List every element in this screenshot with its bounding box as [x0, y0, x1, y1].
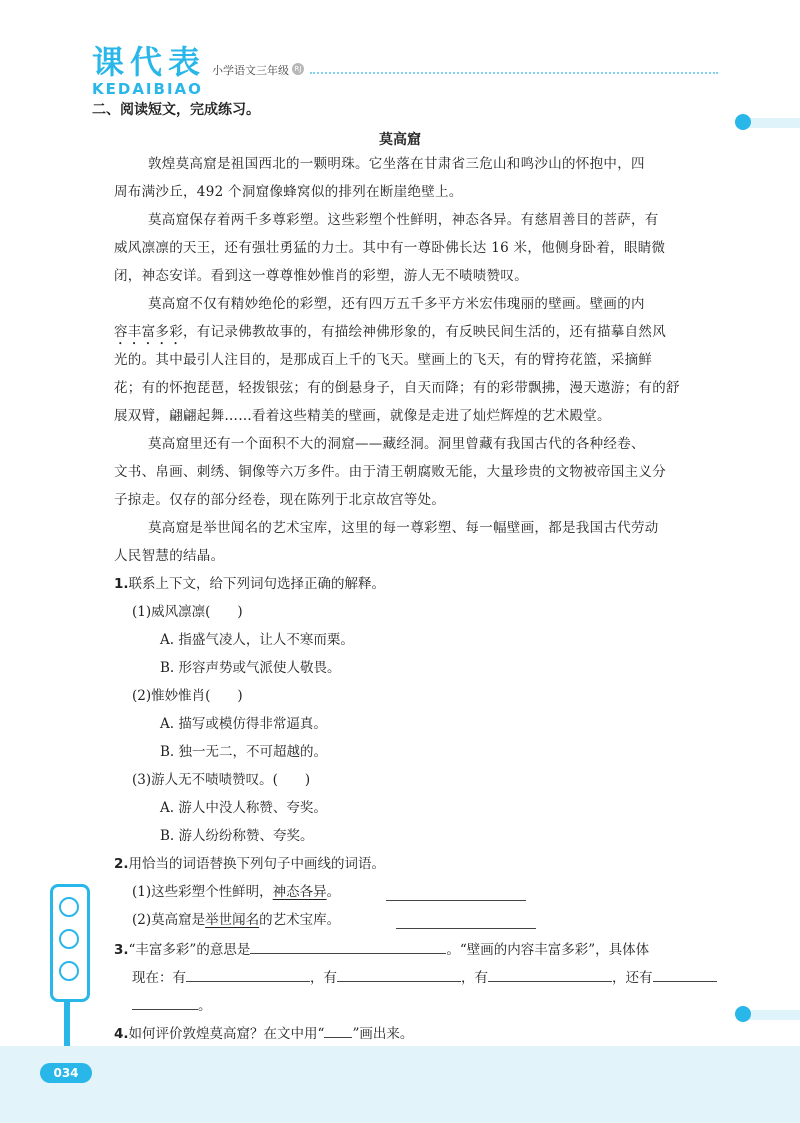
subject-label: 小学语文三年级	[212, 64, 289, 77]
emphasized-phrase: 容丰富多彩	[114, 324, 183, 340]
article-line-rest: ，有记录佛教故事的，有描绘神佛形象的，有反映民间生活的，还有描摹自然风	[183, 324, 666, 340]
question-text: ，有	[310, 970, 337, 986]
q1-item-label: (1)威风凛凛( )	[132, 604, 243, 620]
article-line: 莫高窟里还有一个面积不大的洞窟——藏经洞。洞里曾藏有我国古代的各种经卷、	[148, 436, 645, 452]
sentence-text: (1)这些彩塑个性鲜明，	[132, 884, 273, 900]
light-circle-icon	[59, 929, 79, 949]
answer-blank[interactable]	[488, 967, 612, 982]
question-text: 用恰当的词语替换下列句子中画线的词语。	[128, 856, 386, 872]
side-dot-decoration	[735, 1006, 751, 1022]
q1-item-label: (3)游人无不啧啧赞叹。( )	[132, 772, 311, 788]
question-text: 。	[198, 998, 212, 1014]
question-2	[114, 855, 385, 873]
q1-option-a[interactable]: A. 描写或模仿得非常逼真。	[160, 716, 327, 732]
question-text: ”画出来。	[352, 1026, 414, 1042]
answer-blank[interactable]	[386, 886, 526, 901]
question-3-line-3	[132, 995, 212, 1015]
brand-title: 课代表	[92, 43, 207, 81]
answer-blank[interactable]	[337, 967, 461, 982]
answer-blank[interactable]	[132, 995, 198, 1010]
question-number: 3.	[114, 942, 129, 958]
traffic-light-pole	[64, 1000, 70, 1048]
q1-option-a[interactable]: A. 游人中没人称赞、夸奖。	[160, 800, 327, 816]
q2-sentence-1	[132, 883, 340, 901]
article-line: 敦煌莫高窟是祖国西北的一颗明珠。它坐落在甘肃省三危山和鸣沙山的怀抱中，四	[148, 156, 645, 172]
header-dotted-divider	[310, 72, 718, 74]
footer-band	[0, 1046, 800, 1123]
brand-latin: KEDAIBIAO	[92, 80, 203, 98]
article-line: 人民智慧的结晶。	[114, 548, 225, 564]
page-number: 034	[53, 1066, 79, 1080]
edition-badge: RJ	[292, 63, 304, 75]
answer-blank[interactable]	[250, 939, 446, 954]
underlined-phrase: 举世闻名	[205, 912, 260, 928]
article-line: 光的。其中最引人注目的，是那成百上千的飞天。壁画上的飞天，有的臂挎花篮，采摘鲜	[114, 352, 653, 368]
underlined-phrase: 神态各异	[272, 884, 327, 900]
article-line: 花；有的怀抱琵琶，轻拨银弦；有的倒悬身子，自天而降；有的彩带飘拂，漫天遨游；有的舒	[114, 380, 680, 396]
article-line: 威风凛凛的天王，还有强壮勇猛的力士。其中有一尊卧佛长达 16 米，他侧身卧着，眼睛微	[114, 240, 666, 256]
question-3	[114, 939, 649, 959]
answer-blank[interactable]	[186, 967, 310, 982]
q1-option-b[interactable]: B. 游人纷纷称赞、夸奖。	[160, 828, 314, 844]
article-line-with-emphasis	[114, 323, 724, 348]
question-4	[114, 1023, 413, 1043]
question-text: 。“壁画的内容丰富多彩”，具体体	[446, 942, 650, 958]
question-number: 4.	[114, 1026, 129, 1042]
sentence-text: 的艺术宝库。	[259, 912, 341, 928]
article-line: 闭，神态安详。看到这一尊尊惟妙惟肖的彩塑，游人无不啧啧赞叹。	[114, 268, 528, 284]
answer-blank[interactable]	[653, 967, 717, 982]
question-text: ，还有	[612, 970, 653, 986]
traffic-light-icon	[50, 884, 90, 1002]
q1-option-a[interactable]: A. 指盛气凌人，让人不寒而栗。	[160, 632, 354, 648]
question-3-line-2	[132, 967, 717, 987]
question-text: 现在：有	[132, 970, 186, 986]
question-1	[114, 575, 385, 593]
sentence-text: (2)莫高窟是	[132, 912, 206, 928]
question-text: ，有	[461, 970, 488, 986]
question-text: “丰富多彩”的意思是	[128, 942, 251, 958]
question-number: 1.	[114, 576, 129, 592]
q1-option-b[interactable]: B. 形容声势或气派使人敬畏。	[160, 660, 341, 676]
article-line: 文书、帛画、刺绣、铜像等六万多件。由于清王朝腐败无能，大量珍贵的文物被帝国主义分	[114, 464, 666, 480]
line-sample	[324, 1023, 352, 1038]
q1-option-b[interactable]: B. 独一无二，不可超越的。	[160, 744, 328, 760]
sentence-text: 。	[326, 884, 341, 900]
article-line: 周布满沙丘，492 个洞窟像蜂窝似的排列在断崖绝壁上。	[114, 184, 463, 200]
question-text: 联系上下文，给下列词句选择正确的解释。	[128, 576, 386, 592]
side-dot-decoration	[735, 114, 751, 130]
article-line: 子掠走。仅存的部分经卷，现在陈列于北京故宫等处。	[114, 492, 446, 508]
q2-sentence-2	[132, 911, 340, 929]
article-title: 莫高窟	[379, 132, 421, 148]
article-line: 莫高窟是举世闻名的艺术宝库，这里的每一尊彩塑、每一幅壁画，都是我国古代劳动	[148, 520, 659, 536]
question-number: 2.	[114, 856, 129, 872]
light-circle-icon	[59, 961, 79, 981]
q1-item-label: (2)惟妙惟肖( )	[132, 688, 243, 704]
section-heading: 二、阅读短文，完成练习。	[92, 102, 260, 118]
question-text: 如何评价敦煌莫高窟？在文中用“	[128, 1026, 325, 1042]
article-line: 莫高窟不仅有精妙绝伦的彩塑，还有四万五千多平方米宏伟瑰丽的壁画。壁画的内	[148, 296, 645, 312]
light-circle-icon	[59, 897, 79, 917]
article-line: 展双臂，翩翩起舞……看着这些精美的壁画，就像是走进了灿烂辉煌的艺术殿堂。	[114, 408, 611, 424]
answer-blank[interactable]	[396, 914, 536, 929]
article-line: 莫高窟保存着两千多尊彩塑。这些彩塑个性鲜明，神态各异。有慈眉善目的菩萨，有	[148, 212, 659, 228]
